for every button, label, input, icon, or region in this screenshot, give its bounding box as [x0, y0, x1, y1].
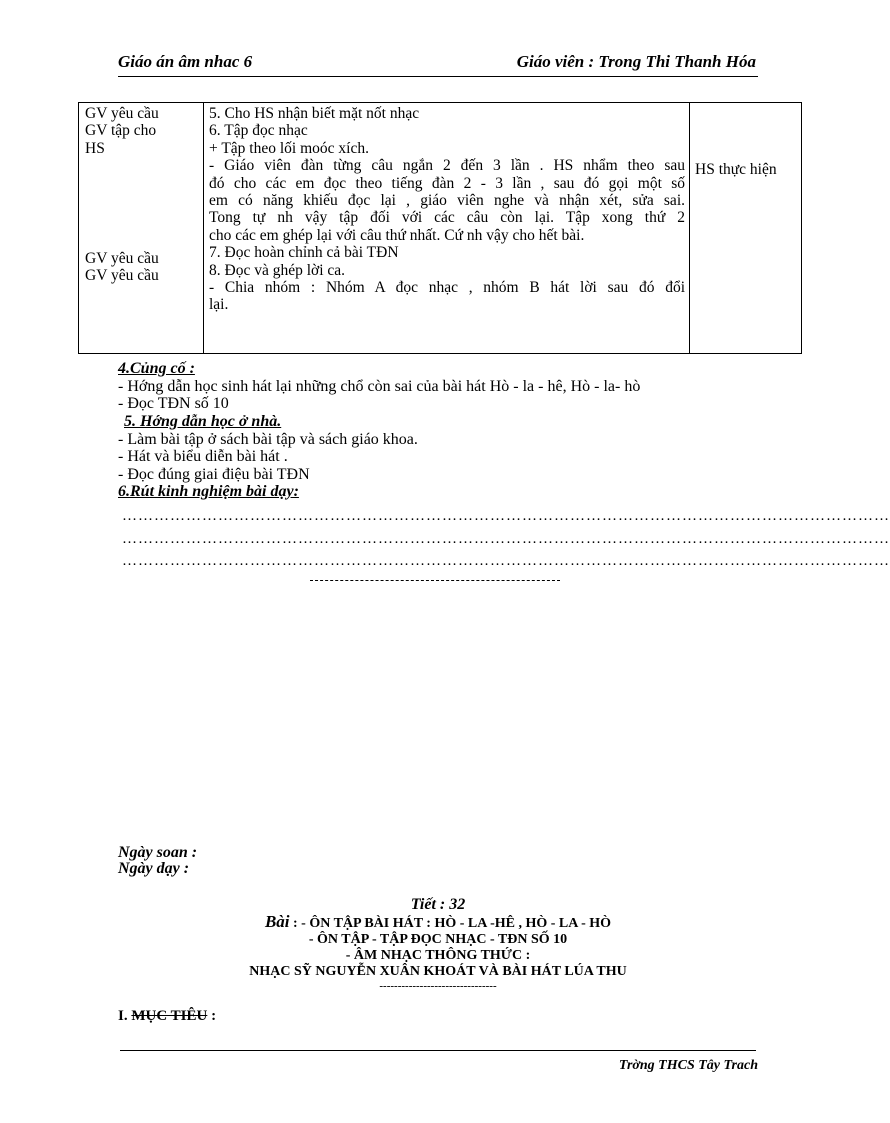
lesson-topic-4: NHẠC SỸ NGUYỄN XUÂN KHOÁT VÀ BÀI HÁT LÚA THU — [249, 964, 627, 979]
bai-label: Bài — [264, 912, 290, 931]
activity-line: 5. Cho HS nhận biết mặt nốt nhạc — [209, 105, 420, 122]
muc-tieu-suffix: : — [207, 1008, 217, 1024]
lesson-topic-3: - ÂM NHẠC THÔNG THỨC : — [345, 948, 531, 963]
activity-line: - Giáo viên đàn từng câu ngắn 2 đến 3 lần . HS nhẩm theo sau — [209, 157, 685, 175]
teacher-column-lower — [85, 250, 197, 285]
cung-co-item: - Hớng dẫn học sinh hát lại những chổ còn sai của bài hát Hò - la - hê, Hò - la- hò — [118, 377, 641, 395]
activity-line: 7. Đọc hoàn chỉnh cả bài TĐN — [209, 244, 399, 262]
tiet-number: Tiết : 32 — [410, 896, 466, 913]
table-divider-1 — [203, 103, 204, 353]
activity-line: lại. — [209, 296, 229, 314]
footer-rule — [120, 1050, 756, 1051]
activity-column — [209, 105, 685, 314]
lesson-topic-1: : - ÔN TẬP BÀI HÁT : HÒ - LA -HÊ , HÒ - LA - HÒ — [293, 916, 612, 931]
huong-dan-item: - Hát và biểu diễn bài hát . — [118, 448, 288, 465]
activity-line: - Chia nhóm : Nhóm A đọc nhạc , nhóm B hát lời sau đó đổi — [209, 279, 685, 297]
cung-co-title: 4.Củng cố : — [118, 360, 195, 377]
header-right: Giáo viên : Trong Thi Thanh Hóa — [516, 52, 756, 71]
ngay-soan: Ngày soan : — [118, 844, 198, 861]
huong-dan-title: 5. Hớng dẫn học ở nhà. — [124, 413, 282, 430]
lesson-dashes: -------------------------------- — [379, 980, 497, 992]
activity-line: đó cho các em đọc theo tiếng đàn 2 - 3 lần , sau đó gọi một số — [209, 174, 685, 192]
teacher-line: GV tập cho — [85, 122, 157, 140]
cung-co-section — [118, 360, 640, 413]
student-activity: HS thực hiện — [695, 161, 777, 178]
section-divider — [310, 580, 560, 581]
huong-dan-section — [118, 413, 418, 501]
lesson-table — [78, 102, 802, 354]
lesson-line-1 — [118, 914, 758, 932]
muc-tieu-prefix: I. — [118, 1008, 132, 1024]
table-divider-2 — [689, 103, 690, 353]
student-column — [695, 161, 799, 178]
dotted-line: ……………………………………………………………………………………………………………………………… — [122, 531, 890, 547]
teacher-line: HS — [85, 139, 105, 157]
activity-line: cho các em ghép lại với câu thứ nhất. Cứ nh vậy cho hết bài. — [209, 226, 585, 244]
rut-kinh-nghiem-title: 6.Rút kinh nghiệm bài dạy: — [118, 483, 299, 500]
activity-line: 6. Tập đọc nhạc — [209, 122, 308, 140]
header-left: Giáo án âm nhac 6 — [118, 52, 253, 71]
huong-dan-item: - Làm bài tập ở sách bài tập và sách giáo khoa. — [118, 430, 418, 448]
footer-school: Trờng THCS Tây Trach — [618, 1058, 758, 1073]
huong-dan-item: - Đọc đúng giai điệu bài TĐN — [118, 465, 310, 483]
teacher-line: GV yêu cầu — [85, 267, 159, 285]
activity-line: 8. Đọc và ghép lời ca. — [209, 261, 346, 279]
teacher-column — [85, 105, 197, 157]
lesson-topic-2: - ÔN TẬP - TẬP ĐỌC NHẠC - TĐN SỐ 10 — [308, 932, 568, 947]
teacher-line: GV yêu cầu — [85, 105, 159, 122]
lesson-title-block — [118, 914, 758, 992]
ngay-day: Ngày dạy : — [118, 860, 190, 877]
teacher-line: GV yêu cầu — [85, 250, 159, 267]
activity-line: em có năng khiếu đọc lại , giáo viên nghe và nhận xét, sửa sai. — [209, 192, 685, 210]
cung-co-item: - Đọc TĐN số 10 — [118, 395, 229, 412]
header-rule — [118, 76, 758, 77]
muc-tieu-heading — [118, 1008, 216, 1025]
dotted-line: ……………………………………………………………………………………………………………………………… — [122, 553, 890, 569]
activity-line: + Tập theo lối moóc xích. — [209, 139, 369, 157]
muc-tieu-label: MỤC TIÊU — [131, 1008, 208, 1024]
activity-line: Tong tự nh vậy tập đối với các câu còn lại. Tập xong thứ 2 — [209, 209, 685, 227]
dotted-line: ……………………………………………………………………………………………………………………………… — [122, 508, 890, 524]
